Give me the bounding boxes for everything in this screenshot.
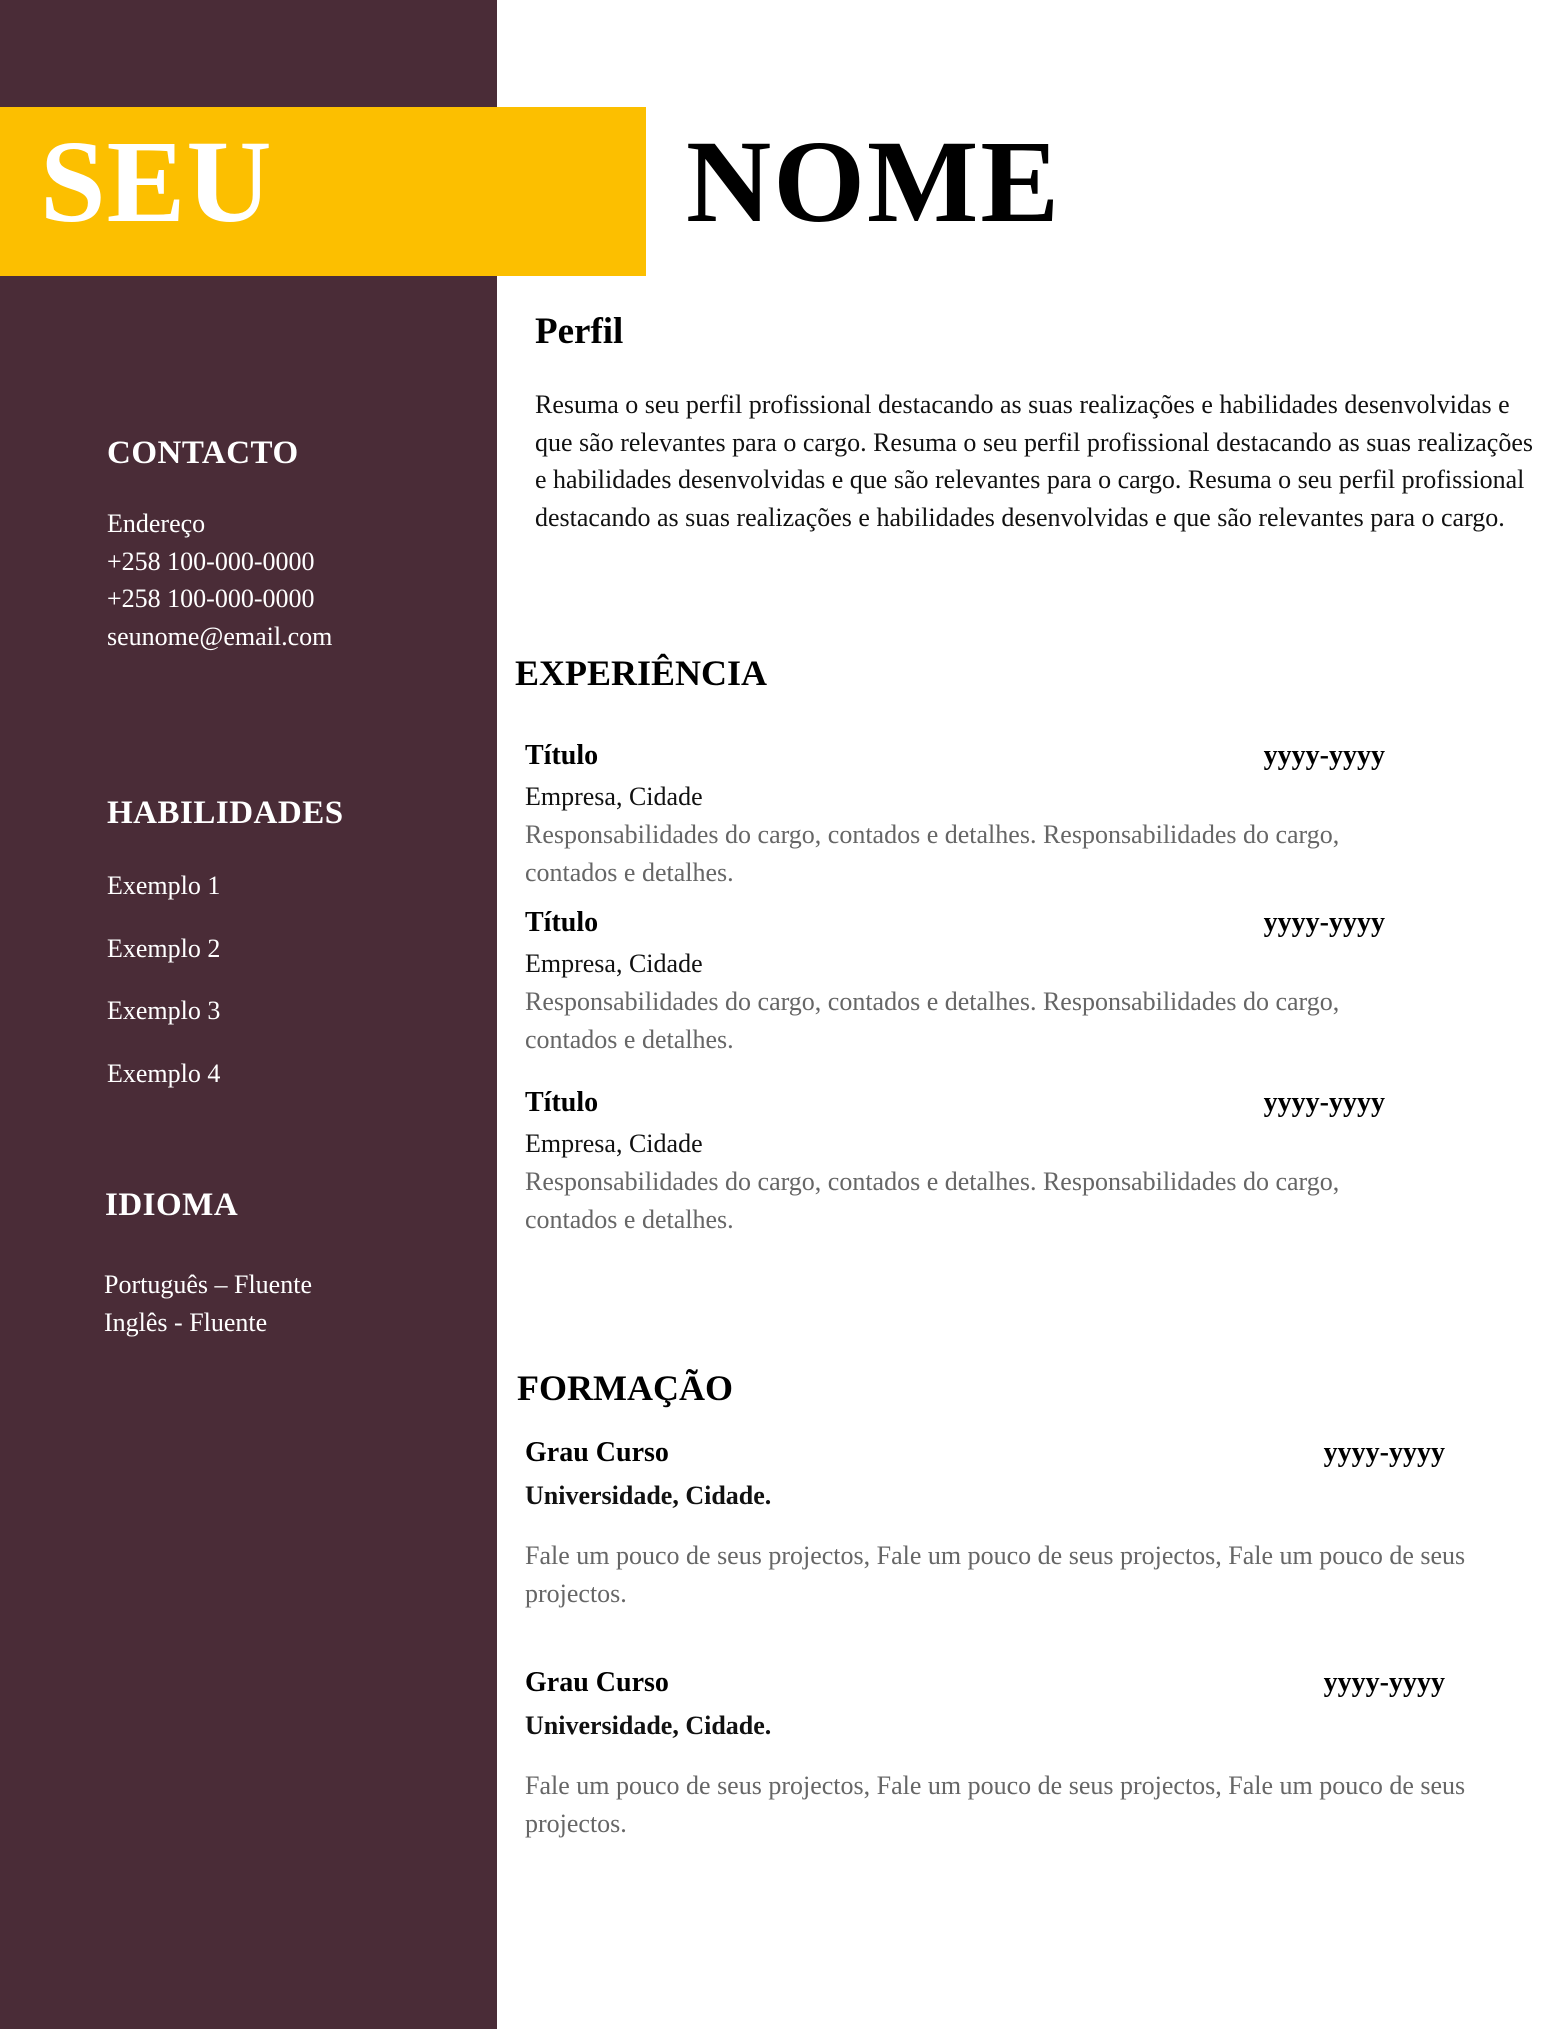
first-name: SEU	[40, 116, 273, 247]
job-dates: yyyy-yyyy	[1263, 1087, 1385, 1118]
contact-heading: CONTACTO	[107, 435, 299, 471]
skill-item: Exemplo 2	[107, 933, 221, 963]
job-company: Empresa, Cidade	[525, 1129, 703, 1158]
education-description: Fale um pouco de seus projectos, Fale um pouco de seus projectos, Fale um pouco de seus projectos.	[525, 1541, 1466, 1608]
contact-list	[107, 505, 332, 655]
education-dates: yyyy-yyyy	[1323, 1437, 1445, 1468]
job-title: Título	[525, 907, 599, 938]
skill-item: Exemplo 3	[107, 996, 221, 1025]
profile-text: Resuma o seu perfil profissional destacando as suas realizações e habilidades desenvolvidas e que são relevantes para o cargo. Resuma o seu perfil profissional destacando as suas realizações e habilidades desenvolvidas e que são relevantes para o cargo. Resuma o seu perfil profissional destacando as suas realizações e habilidades desenvolvidas e que são relevantes para o cargo.	[535, 390, 1533, 532]
skills-list	[107, 867, 220, 1117]
degree: Grau Curso	[525, 1437, 669, 1468]
job-title: Título	[525, 740, 599, 771]
experience-heading: EXPERIÊNCIA	[515, 653, 768, 693]
school: Universidade, Cidade.	[525, 1481, 772, 1510]
skills-heading: HABILIDADES	[107, 795, 344, 831]
job-description: Responsabilidades do cargo, contados e detalhes. Responsabilidades do cargo, contados e detalhes.	[525, 1167, 1340, 1234]
language-item: Inglês - Fluente	[104, 1307, 268, 1337]
education-entry	[525, 1667, 1466, 1842]
education-heading: FORMAÇÃO	[517, 1368, 733, 1408]
experience-entry	[525, 907, 1385, 1058]
sidebar	[0, 0, 497, 2029]
job-company: Empresa, Cidade	[525, 949, 703, 978]
profile-heading: Perfil	[535, 311, 624, 352]
job-description: Responsabilidades do cargo, contados e detalhes. Responsabilidades do cargo, contados e detalhes.	[525, 987, 1340, 1054]
job-dates: yyyy-yyyy	[1263, 907, 1385, 938]
contact-phone-2: +258 100-000-0000	[107, 584, 315, 613]
experience-entry	[525, 1087, 1385, 1238]
job-title: Título	[525, 1087, 599, 1118]
contact-address: Endereço	[107, 509, 206, 538]
languages-heading: IDIOMA	[105, 1187, 239, 1223]
last-name: NOME	[686, 116, 1062, 247]
degree: Grau Curso	[525, 1667, 669, 1698]
education-description: Fale um pouco de seus projectos, Fale um pouco de seus projectos, Fale um pouco de seus projectos.	[525, 1771, 1466, 1838]
school: Universidade, Cidade.	[525, 1711, 772, 1740]
language-item: Português – Fluente	[104, 1270, 312, 1299]
job-description: Responsabilidades do cargo, contados e detalhes. Responsabilidades do cargo, contados e detalhes.	[525, 820, 1340, 887]
experience-entry	[525, 740, 1385, 891]
education-dates: yyyy-yyyy	[1323, 1667, 1445, 1698]
job-dates: yyyy-yyyy	[1263, 740, 1385, 771]
job-company: Empresa, Cidade	[525, 782, 703, 811]
skill-item: Exemplo 1	[107, 871, 221, 900]
languages-list	[104, 1266, 312, 1341]
education-entry	[525, 1437, 1466, 1612]
contact-phone-1: +258 100-000-0000	[107, 546, 315, 576]
contact-email[interactable]: seunome@email.com	[107, 621, 333, 651]
skill-item: Exemplo 4	[107, 1058, 221, 1088]
